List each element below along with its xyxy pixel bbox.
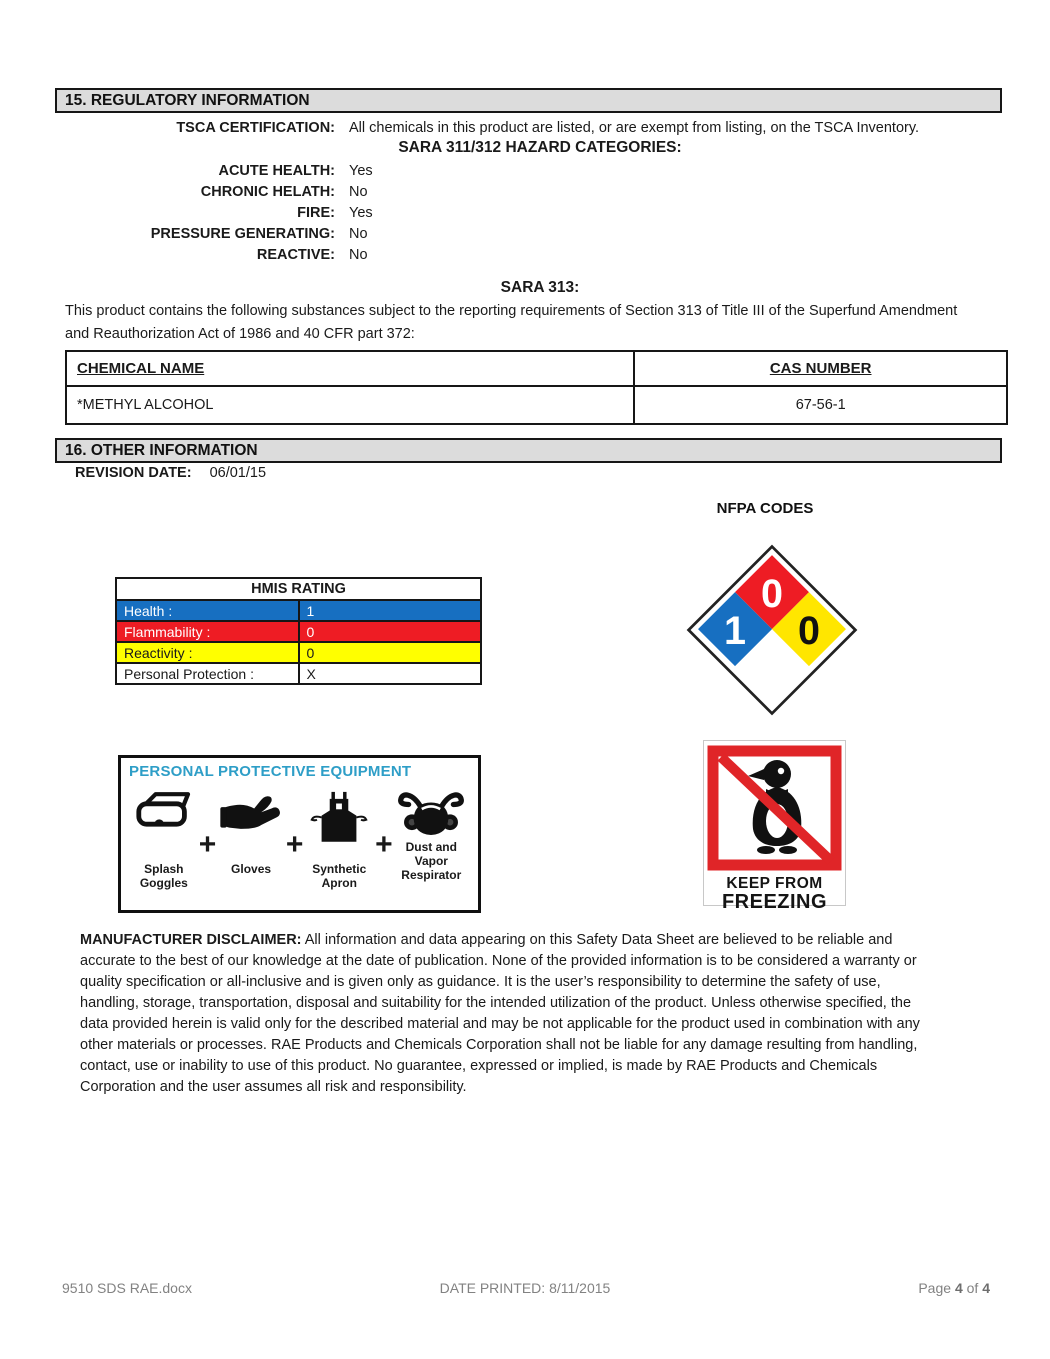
hmis-title: HMIS RATING [116,578,481,600]
plus-sign: + [198,828,217,861]
hazard-label: ACUTE HEALTH: [218,163,335,179]
hazard-label: FIRE: [297,205,335,221]
nfpa-codes-heading: NFPA CODES [716,500,814,517]
disclaimer-label: MANUFACTURER DISCLAIMER: [80,932,302,948]
ppe-item-gloves [216,788,286,876]
footer-page-total: 4 [982,1280,990,1296]
table-row [66,386,1007,424]
footer-date-printed: DATE PRINTED: 8/11/2015 [439,1280,611,1296]
tsca-certification-row [55,118,1002,139]
chemical-name-header: CHEMICAL NAME [66,351,634,386]
freeze-text-line1: KEEP FROM [726,875,823,892]
hmis-label: Personal Protection : [116,663,299,684]
hazard-row-reactive [55,245,1002,266]
hazard-value: Yes [349,205,373,221]
hmis-label: Flammability : [116,621,299,642]
footer-page-word: Page [918,1280,952,1296]
section-16-header [55,438,1002,463]
revision-date-label: REVISION DATE: [75,465,192,481]
section-15-header [55,88,1002,113]
ppe-title: PERSONAL PROTECTIVE EQUIPMENT [129,763,412,780]
freeze-text-line2: FREEZING [721,891,828,913]
no-freezing-penguin-icon [707,745,842,871]
hmis-row-flammability [116,621,481,642]
hazard-row-fire [55,203,1002,224]
sara-313-paragraph: This product contains the following substances subject to the reporting requirements of Section 313 of Title III of the Superfund Amendment and Reauthorization Act of 1986 and 40 CFR part 372: [65,303,958,342]
ppe-label: Synthetic Apron [312,862,367,890]
footer-filename: 9510 SDS RAE.docx [62,1280,192,1296]
plus-sign: + [285,828,304,861]
hazard-value: No [349,184,368,200]
sara-311-312-heading: SARA 311/312 HAZARD CATEGORIES: [398,139,682,156]
tsca-certification-label: TSCA CERTIFICATION: [176,120,335,136]
hmis-value: 1 [299,600,482,621]
manufacturer-disclaimer [80,930,938,1098]
cas-number-header: CAS NUMBER [634,351,1007,386]
hmis-title-row [116,578,481,600]
table-header-row [66,351,1007,386]
hazard-row-pressure-generating [55,224,1002,245]
keep-from-freezing-sign [703,740,846,913]
ppe-label: Gloves [231,862,272,876]
cas-number-cell: 67-56-1 [634,386,1007,424]
hmis-value: 0 [299,642,482,663]
hazard-row-acute-health [55,161,1002,182]
dust-vapor-respirator-icon [398,788,464,838]
footer-of-word: of [966,1280,979,1296]
footer-page-indicator [918,1280,990,1296]
nfpa-health-value: 1 [724,608,747,653]
ppe-label: Splash Goggles [139,862,188,890]
disclaimer-text: All information and data appearing on this Safety Data Sheet are believed to be reliable and accurate to the best of our knowledge at the date of publication. None of the provided information is to be considered a warranty or quality specification or all-inclusive and is given only as guidance. It is the user’s responsibility to determine the safety of use, handling, storage, transportation, disposal and suitability for the intended utilization of the product. Unless otherwise specified, the data provided herein is valid only for the described material and may be not applicable for the product used in combination with any other materials or processes. RAE Products and Chemicals Corporation shall not be liable for any damage resulting from handling, contact, use or inability to use of this product. No guarantee, expressed or implied, is made by RAE Products and Chemicals Corporation and the user assumes all risk and responsibility. [80,932,920,1095]
hmis-row-personal-protection [116,663,481,684]
hazard-category-list [55,161,1002,266]
tsca-certification-value: All chemicals in this product are listed, or are exempt from listing, on the TSCA Inventory. [349,120,920,136]
splash-goggles-icon [134,788,194,834]
hazard-label: CHRONIC HELATH: [200,184,335,200]
revision-date-row [75,465,266,481]
hmis-row-reactivity [116,642,481,663]
synthetic-apron-icon [310,788,368,848]
ppe-item-respirator [393,788,470,882]
hmis-rating-table [115,577,482,685]
ppe-box [118,755,481,913]
hazard-label: REACTIVE: [256,247,335,263]
nfpa-flammability-value: 0 [761,571,783,616]
section-15-title: 15. REGULATORY INFORMATION [65,92,310,109]
section-16-title: 16. OTHER INFORMATION [65,442,258,459]
hazard-row-chronic-health [55,182,1002,203]
hazard-value: No [349,226,368,242]
hmis-label: Health : [116,600,299,621]
hazard-label: PRESSURE GENERATING: [150,226,335,242]
hmis-value: X [299,663,482,684]
sara-313-heading: SARA 313: [500,279,580,296]
nfpa-reactivity-value: 0 [797,608,820,653]
hmis-label: Reactivity : [116,642,299,663]
footer-page-number: 4 [954,1280,963,1296]
ppe-item-splash-goggles [129,788,199,890]
ppe-label: Dust and Vapor Respirator [401,840,462,882]
revision-date-value: 06/01/15 [209,465,267,481]
ppe-item-synthetic-apron [303,788,375,890]
hmis-value: 0 [299,621,482,642]
ppe-icon-row [129,788,470,890]
gloves-icon [219,788,283,834]
hazard-value: Yes [349,163,373,179]
chemical-name-cell: *METHYL ALCOHOL [66,386,634,424]
sara-313-substance-table [65,350,1008,425]
hazard-value: No [349,247,368,263]
nfpa-diamond-icon [686,542,858,718]
hmis-row-health [116,600,481,621]
plus-sign: + [375,828,393,861]
